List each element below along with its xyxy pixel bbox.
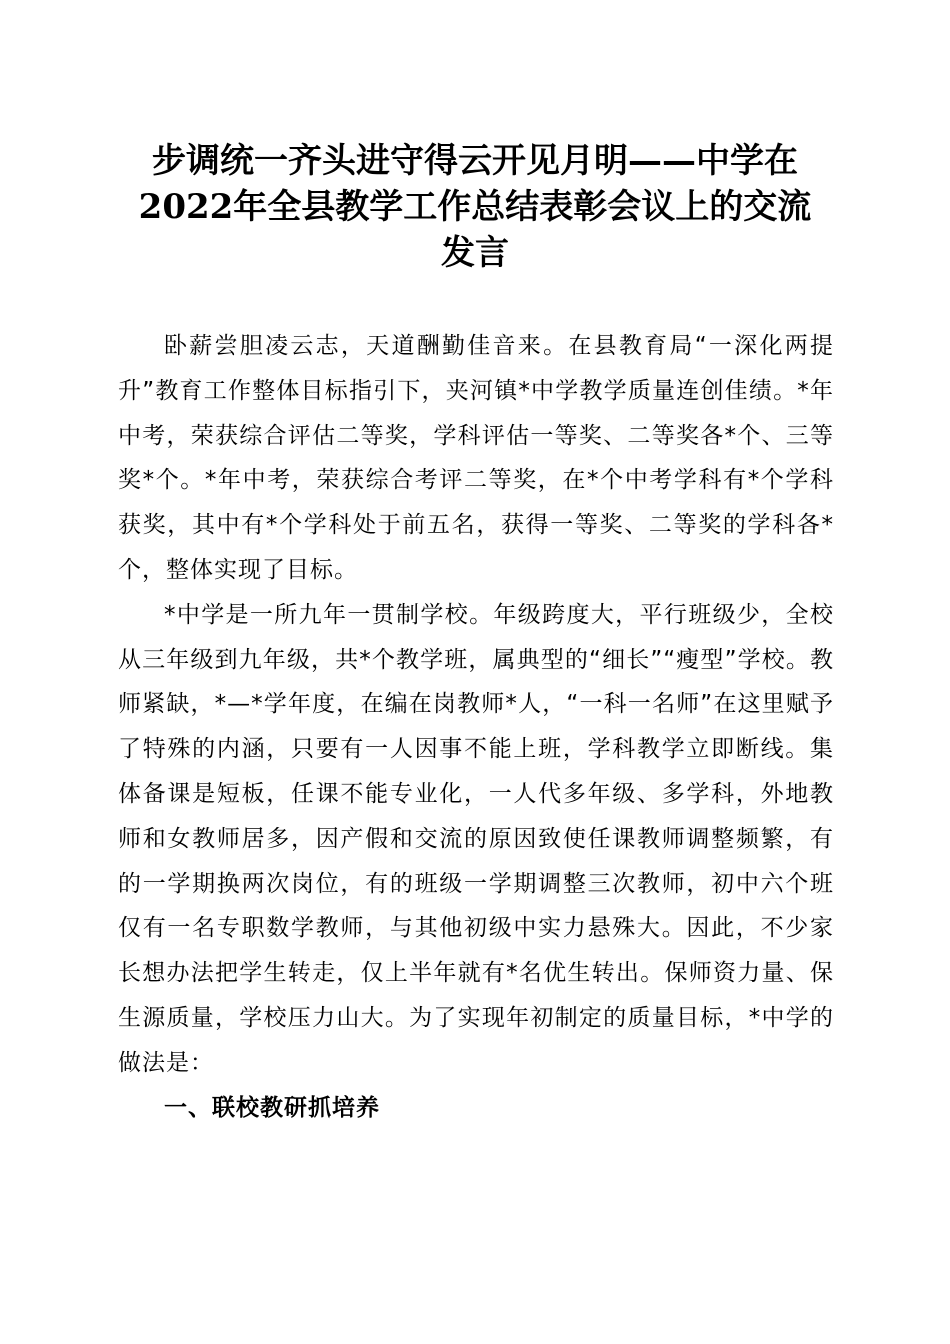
title-line-3: 发言 <box>441 233 509 273</box>
paragraph-intro: 卧薪尝胆凌云志，天道酬勤佳音来。在县教育局“一深化两提升”教育工作整体目标指引下，夹河镇*中学教学质量连创佳绩。*年中考，荣获综合评估二等奖，学科评估一等奖、二等奖各*个、三等奖*个。*年中考，荣获综合考评二等奖，在*个中考学科有*个学科获奖，其中有*个学科处于前五名，获得一等奖、二等奖的学科各*个，整体实现了目标。 <box>118 333 834 583</box>
title-line-1: 步调统一齐头进守得云开见月明——中学在 <box>152 141 798 181</box>
paragraph-background: *中学是一所九年一贯制学校。年级跨度大，平行班级少，全校从三年级到九年级，共*个教学班，属典型的“细长”“瘦型”学校。教师紧缺，*—*学年度，在编在岗教师*人，“一科一名师”在这里赋予了特殊的内涵，只要有一人因事不能上班，学科教学立即断线。集体备课是短板，任课不能专业化，一人代多年级、多学科，外地教师和女教师居多，因产假和交流的原因致使任课教师调整频繁，有的一学期换两次岗位，有的班级一学期调整三次教师，初中六个班仅有一名专职数学教师，与其他初级中实力悬殊大。因此，不少家长想办法把学生转走，仅上半年就有*名优生转出。保师资力量、保生源质量，学校压力山大。为了实现年初制定的质量目标，*中学的做法是： <box>118 601 834 1076</box>
document-body <box>118 324 834 1130</box>
section-heading: 一、联校教研抓培养 <box>164 1094 380 1121</box>
title-line-2: 2022年全县教学工作总结表彰会议上的交流 <box>138 187 812 227</box>
document-title <box>118 138 832 276</box>
